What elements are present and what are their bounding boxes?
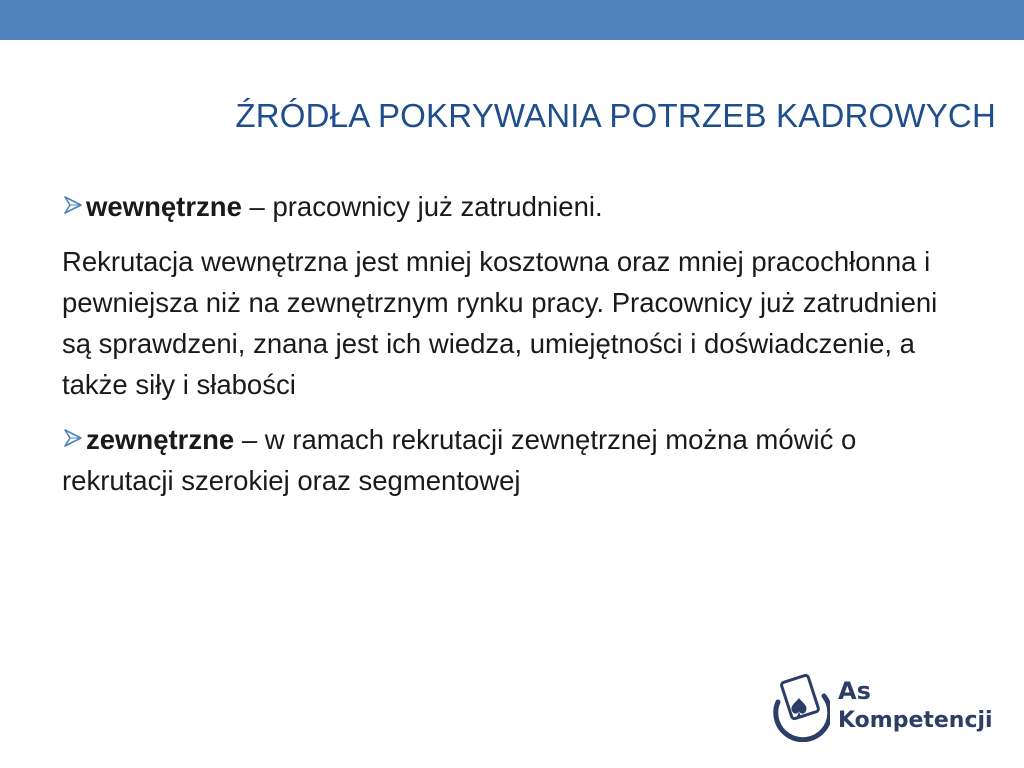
logo-text xyxy=(838,676,993,736)
slide-title: ŹRÓDŁA POKRYWANIA POTRZEB KADROWYCH xyxy=(235,97,996,134)
bullet-text: – pracownicy już zatrudnieni. xyxy=(241,191,603,222)
logo-line-kompetencji: Kompetencji xyxy=(838,708,993,733)
logo-card-spade-icon xyxy=(768,672,830,742)
bullet-internal xyxy=(62,186,962,227)
bullet-term: zewnętrzne xyxy=(86,424,235,455)
body-paragraph: Rekrutacja wewnętrzna jest mniej kosztowna oraz mniej pracochłonna i pewniejsza niż na zewnętrznym rynku pracy. Pracownicy już zatrudnieni są sprawdzeni, znana jest ich wiedza, umiejętności i doświadczenie, a także siły i słabości xyxy=(62,246,938,400)
arrow-bullet-icon xyxy=(62,428,84,448)
bullet-text: – w ramach rekrutacji zewnętrznej można mówić o rekrutacji szerokiej oraz segmentowej xyxy=(62,424,857,496)
bullet-external xyxy=(62,419,962,501)
as-kompetencji-logo xyxy=(768,672,998,744)
arrow-bullet-icon xyxy=(62,195,84,215)
logo-line-as: As xyxy=(838,677,871,705)
top-accent-bar xyxy=(0,0,1024,40)
bullet-term: wewnętrzne xyxy=(86,191,242,222)
slide-content xyxy=(62,186,962,515)
